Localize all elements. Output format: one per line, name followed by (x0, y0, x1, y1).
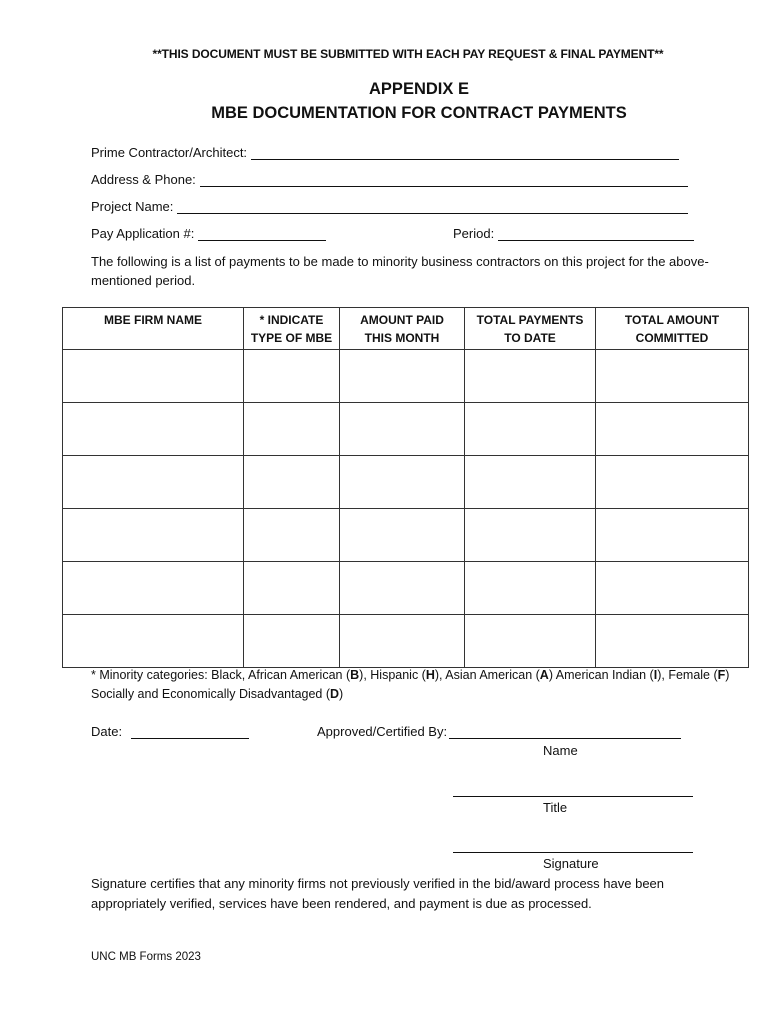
approved-row (317, 724, 681, 739)
cell-type[interactable] (244, 562, 340, 615)
payments-table (62, 307, 749, 668)
minority-categories-note: * Minority categories: Black, African American (B), Hispanic (H), Asian American (A) American Indian (I), Female (F) Socially and Economically Disadvantaged (D) (91, 668, 730, 701)
cell-firm-name[interactable] (63, 562, 244, 615)
header-amount-paid: AMOUNT PAID THIS MONTH (340, 308, 465, 350)
signature-caption: Signature (543, 856, 599, 871)
header-total-committed: TOTAL AMOUNT COMMITTED (596, 308, 749, 350)
approved-field[interactable] (449, 724, 681, 739)
cell-total-payments[interactable] (465, 562, 596, 615)
cell-amount-paid[interactable] (340, 350, 465, 403)
cell-amount-paid[interactable] (340, 562, 465, 615)
appendix-title: APPENDIX E (369, 80, 469, 98)
cell-total-committed[interactable] (596, 403, 749, 456)
cell-total-committed[interactable] (596, 350, 749, 403)
project-name-field[interactable] (177, 199, 688, 214)
cell-type[interactable] (244, 403, 340, 456)
approved-label: Approved/Certified By: (317, 724, 448, 739)
cell-firm-name[interactable] (63, 350, 244, 403)
header-mbe-firm-name: MBE FIRM NAME (63, 308, 244, 350)
table-header-row (63, 308, 749, 350)
pay-application-row (91, 226, 326, 241)
period-row (453, 226, 694, 241)
cell-firm-name[interactable] (63, 615, 244, 668)
pay-application-label: Pay Application #: (91, 226, 195, 241)
table-row (63, 403, 749, 456)
cell-type[interactable] (244, 509, 340, 562)
cell-amount-paid[interactable] (340, 456, 465, 509)
header-total-payments: TOTAL PAYMENTS TO DATE (465, 308, 596, 350)
project-name-label: Project Name: (91, 199, 174, 214)
cell-type[interactable] (244, 456, 340, 509)
certification-text: Signature certifies that any minority firms not previously verified in the bid/award process have been appropriately verified, services have been rendered, and payment is due as processed. (91, 876, 665, 911)
table-row (63, 615, 749, 668)
date-label: Date: (91, 724, 123, 739)
address-phone-field[interactable] (200, 172, 688, 187)
cell-firm-name[interactable] (63, 456, 244, 509)
address-phone-row (91, 172, 688, 187)
period-field[interactable] (498, 226, 694, 241)
project-name-row (91, 199, 688, 214)
period-label: Period: (453, 226, 495, 241)
date-field[interactable] (131, 724, 249, 739)
cell-total-committed[interactable] (596, 562, 749, 615)
table-row (63, 350, 749, 403)
cell-total-committed[interactable] (596, 456, 749, 509)
cell-firm-name[interactable] (63, 403, 244, 456)
cell-firm-name[interactable] (63, 509, 244, 562)
cell-amount-paid[interactable] (340, 509, 465, 562)
table-row (63, 509, 749, 562)
cell-type[interactable] (244, 615, 340, 668)
cell-total-committed[interactable] (596, 615, 749, 668)
cell-total-payments[interactable] (465, 350, 596, 403)
prime-contractor-label: Prime Contractor/Architect: (91, 145, 248, 160)
cell-total-payments[interactable] (465, 615, 596, 668)
intro-text: The following is a list of payments to be made to minority business contractors on this project for the above-mentioned period. (91, 254, 709, 288)
prime-contractor-row (91, 145, 679, 160)
cell-type[interactable] (244, 350, 340, 403)
form-footer: UNC MB Forms 2023 (91, 951, 201, 963)
cell-total-payments[interactable] (465, 456, 596, 509)
table-row (63, 456, 749, 509)
table-row (63, 562, 749, 615)
title-line[interactable] (453, 796, 693, 797)
pay-application-field[interactable] (198, 226, 326, 241)
cell-amount-paid[interactable] (340, 615, 465, 668)
address-phone-label: Address & Phone: (91, 172, 196, 187)
title-caption: Title (543, 800, 568, 815)
name-caption: Name (543, 743, 578, 758)
header-type-of-mbe: * INDICATE TYPE OF MBE (244, 308, 340, 350)
prime-contractor-field[interactable] (251, 145, 679, 160)
submission-notice: **THIS DOCUMENT MUST BE SUBMITTED WITH EACH PAY REQUEST & FINAL PAYMENT** (152, 47, 664, 61)
cell-amount-paid[interactable] (340, 403, 465, 456)
signature-line[interactable] (453, 852, 693, 853)
date-row (91, 724, 249, 739)
form-title: MBE DOCUMENTATION FOR CONTRACT PAYMENTS (211, 104, 627, 122)
cell-total-committed[interactable] (596, 509, 749, 562)
cell-total-payments[interactable] (465, 403, 596, 456)
cell-total-payments[interactable] (465, 509, 596, 562)
